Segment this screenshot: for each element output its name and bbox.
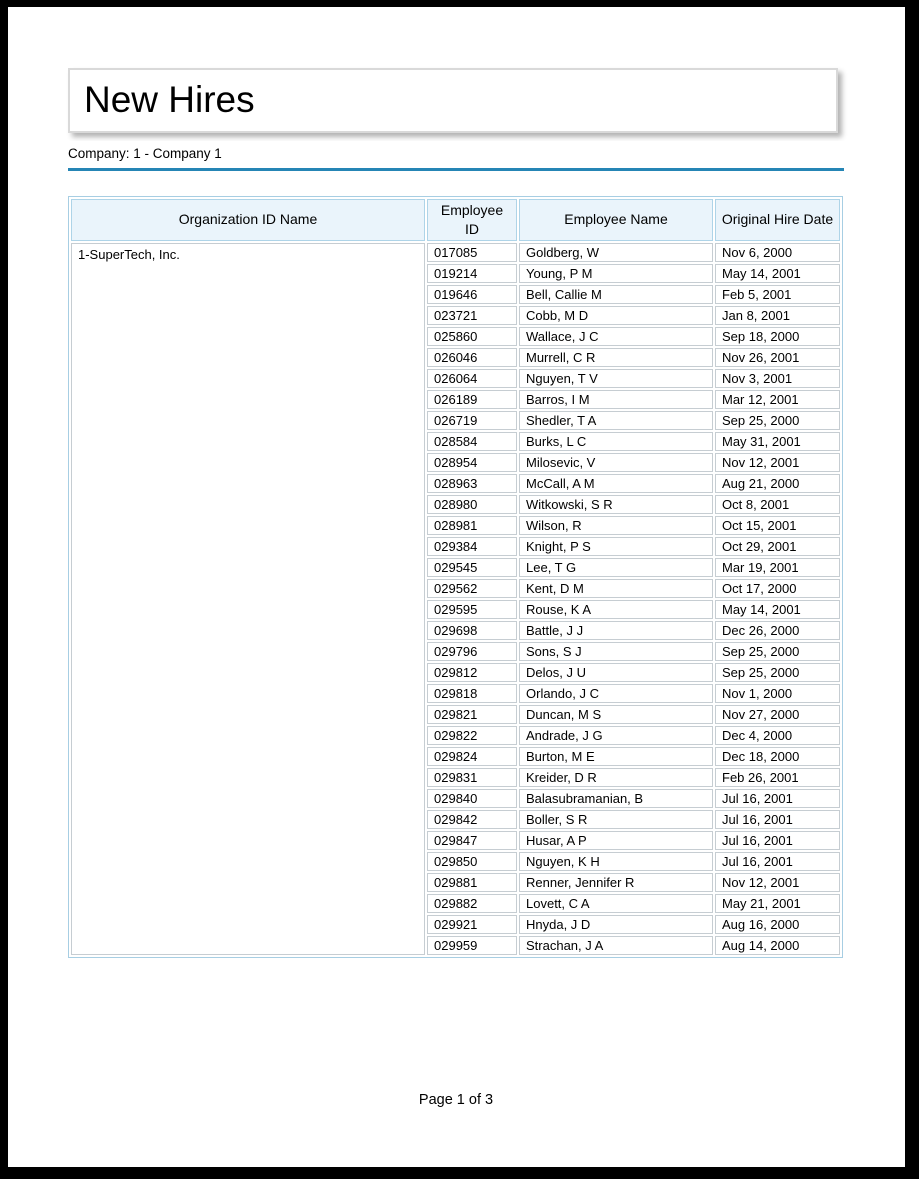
hire-date-cell: Aug 14, 2000 <box>715 936 840 955</box>
employee-id-cell: 029545 <box>427 558 517 577</box>
hire-date-cell: Oct 29, 2001 <box>715 537 840 556</box>
report-title-box <box>68 68 838 133</box>
table-row <box>71 243 840 262</box>
employee-name-cell: Witkowski, S R <box>519 495 713 514</box>
employee-name-cell: Bell, Callie M <box>519 285 713 304</box>
employee-name-cell: Young, P M <box>519 264 713 283</box>
employee-id-cell: 028584 <box>427 432 517 451</box>
hire-date-cell: Jul 16, 2001 <box>715 831 840 850</box>
hire-date-cell: Nov 6, 2000 <box>715 243 840 262</box>
employee-id-cell: 029921 <box>427 915 517 934</box>
employee-id-cell: 029562 <box>427 579 517 598</box>
employee-name-cell: Duncan, M S <box>519 705 713 724</box>
employee-id-cell: 029959 <box>427 936 517 955</box>
header-row <box>71 199 840 241</box>
hire-date-cell: Nov 12, 2001 <box>715 873 840 892</box>
employee-id-cell: 029812 <box>427 663 517 682</box>
employee-name-cell: Lovett, C A <box>519 894 713 913</box>
hire-date-cell: Jul 16, 2001 <box>715 789 840 808</box>
hire-date-cell: Dec 26, 2000 <box>715 621 840 640</box>
employee-id-cell: 029595 <box>427 600 517 619</box>
hire-date-cell: Sep 25, 2000 <box>715 663 840 682</box>
company-line <box>68 141 844 171</box>
hire-date-cell: Dec 4, 2000 <box>715 726 840 745</box>
report-title: New Hires <box>84 79 255 120</box>
employee-id-cell: 028954 <box>427 453 517 472</box>
employee-name-cell: Shedler, T A <box>519 411 713 430</box>
employee-name-cell: Cobb, M D <box>519 306 713 325</box>
column-header-original-hire-date: Original Hire Date <box>715 199 840 241</box>
employee-id-cell: 029818 <box>427 684 517 703</box>
employee-id-cell: 029881 <box>427 873 517 892</box>
employee-name-cell: Milosevic, V <box>519 453 713 472</box>
hire-date-cell: Mar 12, 2001 <box>715 390 840 409</box>
employee-id-cell: 029831 <box>427 768 517 787</box>
employee-name-cell: Kreider, D R <box>519 768 713 787</box>
hire-date-cell: Nov 26, 2001 <box>715 348 840 367</box>
employee-name-cell: Knight, P S <box>519 537 713 556</box>
employee-id-cell: 017085 <box>427 243 517 262</box>
hire-date-cell: May 14, 2001 <box>715 600 840 619</box>
employee-id-cell: 029850 <box>427 852 517 871</box>
page-number-text: Page 1 of 3 <box>418 1092 494 1108</box>
employee-name-cell: Andrade, J G <box>519 726 713 745</box>
hire-date-cell: Aug 21, 2000 <box>715 474 840 493</box>
employee-id-cell: 019646 <box>427 285 517 304</box>
employee-name-cell: Renner, Jennifer R <box>519 873 713 892</box>
employee-id-cell: 028963 <box>427 474 517 493</box>
hire-date-cell: May 21, 2001 <box>715 894 840 913</box>
employee-id-cell: 026046 <box>427 348 517 367</box>
hire-date-cell: Jul 16, 2001 <box>715 810 840 829</box>
employee-id-cell: 029847 <box>427 831 517 850</box>
hire-date-cell: May 31, 2001 <box>715 432 840 451</box>
employee-name-cell: McCall, A M <box>519 474 713 493</box>
employee-id-cell: 029840 <box>427 789 517 808</box>
employee-id-cell: 026064 <box>427 369 517 388</box>
employee-id-cell: 029822 <box>427 726 517 745</box>
employee-id-cell: 028981 <box>427 516 517 535</box>
employee-name-cell: Wilson, R <box>519 516 713 535</box>
hire-date-cell: Nov 1, 2000 <box>715 684 840 703</box>
employee-name-cell: Nguyen, K H <box>519 852 713 871</box>
hire-date-cell: Nov 27, 2000 <box>715 705 840 724</box>
employee-id-cell: 029821 <box>427 705 517 724</box>
organization-cell: 1-SuperTech, Inc. <box>71 243 425 955</box>
employee-id-cell: 025860 <box>427 327 517 346</box>
column-header-organization: Organization ID Name <box>71 199 425 241</box>
employee-id-cell: 029796 <box>427 642 517 661</box>
employee-id-cell: 029882 <box>427 894 517 913</box>
hire-date-cell: Nov 3, 2001 <box>715 369 840 388</box>
hire-date-cell: Mar 19, 2001 <box>715 558 840 577</box>
hire-date-cell: Feb 5, 2001 <box>715 285 840 304</box>
hire-date-cell: Oct 8, 2001 <box>715 495 840 514</box>
employee-id-cell: 023721 <box>427 306 517 325</box>
column-header-employee-id: Employee ID <box>427 199 517 241</box>
employee-name-cell: Murrell, C R <box>519 348 713 367</box>
employee-name-cell: Burton, M E <box>519 747 713 766</box>
employee-id-cell: 026189 <box>427 390 517 409</box>
column-header-employee-name: Employee Name <box>519 199 713 241</box>
employee-name-cell: Burks, L C <box>519 432 713 451</box>
employee-id-cell: 029698 <box>427 621 517 640</box>
employee-name-cell: Lee, T G <box>519 558 713 577</box>
hire-date-cell: Dec 18, 2000 <box>715 747 840 766</box>
hire-date-cell: Sep 25, 2000 <box>715 642 840 661</box>
employee-name-cell: Orlando, J C <box>519 684 713 703</box>
employee-name-cell: Balasubramanian, B <box>519 789 713 808</box>
hire-date-cell: Sep 25, 2000 <box>715 411 840 430</box>
employee-name-cell: Barros, I M <box>519 390 713 409</box>
hire-date-cell: May 14, 2001 <box>715 264 840 283</box>
hire-date-cell: Feb 26, 2001 <box>715 768 840 787</box>
hire-date-cell: Nov 12, 2001 <box>715 453 840 472</box>
employee-name-cell: Kent, D M <box>519 579 713 598</box>
employee-name-cell: Goldberg, W <box>519 243 713 262</box>
hire-date-cell: Oct 17, 2000 <box>715 579 840 598</box>
hire-date-cell: Sep 18, 2000 <box>715 327 840 346</box>
employee-name-cell: Hnyda, J D <box>519 915 713 934</box>
employee-id-cell: 026719 <box>427 411 517 430</box>
new-hires-table <box>68 196 843 958</box>
table-body <box>71 243 840 955</box>
hire-date-cell: Oct 15, 2001 <box>715 516 840 535</box>
employee-name-cell: Strachan, J A <box>519 936 713 955</box>
page-footer <box>68 1092 844 1108</box>
employee-id-cell: 029824 <box>427 747 517 766</box>
employee-name-cell: Husar, A P <box>519 831 713 850</box>
employee-name-cell: Rouse, K A <box>519 600 713 619</box>
employee-name-cell: Boller, S R <box>519 810 713 829</box>
employee-name-cell: Delos, J U <box>519 663 713 682</box>
company-line-text: Company: 1 - Company 1 <box>68 146 222 161</box>
employee-id-cell: 029384 <box>427 537 517 556</box>
employee-name-cell: Wallace, J C <box>519 327 713 346</box>
employee-id-cell: 029842 <box>427 810 517 829</box>
employee-name-cell: Battle, J J <box>519 621 713 640</box>
employee-name-cell: Sons, S J <box>519 642 713 661</box>
hire-date-cell: Jul 16, 2001 <box>715 852 840 871</box>
hire-date-cell: Aug 16, 2000 <box>715 915 840 934</box>
employee-name-cell: Nguyen, T V <box>519 369 713 388</box>
hire-date-cell: Jan 8, 2001 <box>715 306 840 325</box>
employee-id-cell: 028980 <box>427 495 517 514</box>
employee-id-cell: 019214 <box>427 264 517 283</box>
